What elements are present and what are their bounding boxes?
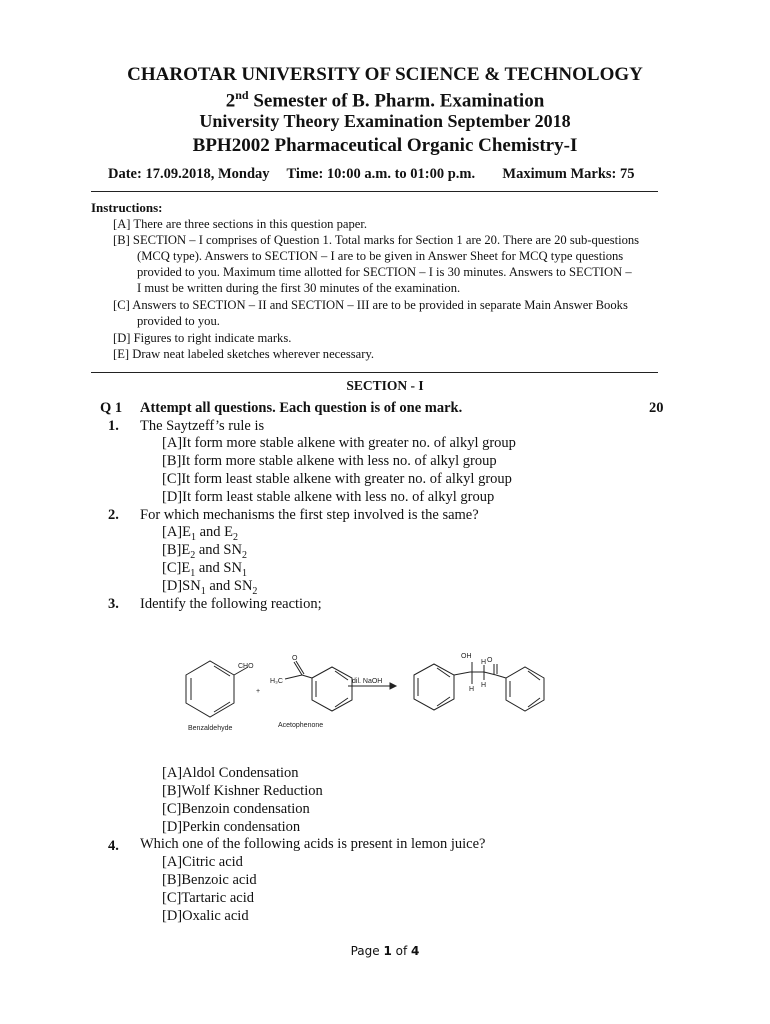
product-ring-left (414, 664, 454, 710)
exam-title: University Theory Examination September 2018 (199, 111, 571, 131)
question-group-marks: 20 (649, 400, 664, 416)
question-text: Which one of the following acids is present in lemon juice? (140, 836, 486, 852)
section-title: SECTION - I (346, 378, 424, 393)
option: [D]It form least stable alkene with less no. of alkyl group (162, 489, 495, 505)
instruction-d: [D] Figures to right indicate marks. (113, 331, 292, 345)
h-label-top: H (481, 659, 487, 666)
instructions-heading: Instructions: (91, 200, 163, 215)
question-text: Identify the following reaction; (140, 596, 322, 612)
option: [C]Benzoin condensation (162, 801, 310, 817)
question-number: 3. (108, 596, 119, 612)
carbonyl-o-label: O (292, 655, 298, 662)
option: [B]Wolf Kishner Reduction (162, 783, 323, 799)
benzaldehyde-label: Benzaldehyde (188, 725, 233, 732)
course-title: BPH2002 Pharmaceutical Organic Chemistry-I (192, 135, 578, 156)
product-ring-right (506, 667, 544, 711)
option: [B]Benzoic acid (162, 872, 257, 888)
option: $[D]SN_1$ and $SN_2$ (162, 578, 258, 597)
instruction-b-line2: (MCQ type). Answers to SECTION – I are to be given in Answer Sheet for MCQ type questions (137, 249, 624, 263)
option: [A]Aldol Condensation (162, 765, 299, 781)
exam-time: Time: 10:00 a.m. to 01:00 p.m. (286, 166, 476, 182)
option: $[B]E_2$ and $SN_2$ (162, 542, 247, 561)
h-label-bottom-1: H (469, 686, 475, 693)
reaction-diagram (170, 640, 560, 740)
instruction-e: [E] Draw neat labeled sketches wherever necessary. (113, 347, 375, 361)
plus-sign: + (256, 688, 261, 695)
h3c-label: H₃C (270, 678, 283, 685)
question-number: 4. (108, 838, 119, 854)
cho-label: CHO (238, 663, 254, 670)
instruction-b-line3: provided to you. Maximum time allotted for SECTION – I is 30 minutes. Answers to SECTION – (137, 265, 632, 279)
university-title: CHAROTAR UNIVERSITY OF SCIENCE & TECHNOLOGY (127, 64, 643, 85)
instruction-b-line4: I must be written during the first 30 minutes of the examination. (137, 281, 461, 295)
question-number: 1. (108, 418, 119, 434)
exam-date: Date: 17.09.2018, Monday (108, 166, 270, 182)
max-marks: Maximum Marks: 75 (502, 166, 635, 182)
question-text: The Saytzeff’s rule is (140, 418, 265, 434)
option: [A]Citric acid (162, 854, 243, 870)
question-group-label: Q 1 (100, 400, 123, 416)
instruction-a: [A] There are three sections in this question paper. (113, 217, 368, 231)
option: [B]It form more stable alkene with less no. of alkyl group (162, 453, 497, 469)
option: [C]Tartaric acid (162, 890, 254, 906)
acetophenone-label: Acetophenone (278, 722, 324, 729)
oh-label: OH (461, 653, 472, 660)
question-text: For which mechanisms the first step involved is the same? (140, 507, 479, 523)
divider-top (91, 191, 658, 192)
divider-bottom (91, 372, 658, 373)
option: $[A]E_1$ and $E_2$ (162, 524, 239, 543)
option: [C]It form least stable alkene with greater no. of alkyl group (162, 471, 512, 487)
question-group-text: Attempt all questions. Each question is of one mark. (140, 400, 463, 416)
product-o-label: O (487, 657, 493, 664)
option: [A]It form more stable alkene with greater no. of alkyl group (162, 435, 516, 451)
semester-title: 2nd Semester of B. Pharm. Examination (225, 88, 545, 112)
option: [D]Perkin condensation (162, 819, 301, 835)
option: $[C]E_1$ and $SN_1$ (162, 560, 247, 579)
exam-meta (108, 166, 634, 183)
instruction-b-line1: [B] SECTION – I comprises of Question 1. Total marks for Section 1 are 20. There are 20 sub-questions (113, 233, 640, 247)
acetophenone-ring (312, 667, 352, 711)
option: [D]Oxalic acid (162, 908, 249, 924)
question-number: 2. (108, 507, 119, 523)
instruction-c-line1: [C] Answers to SECTION – II and SECTION – III are to be provided in separate Main Answer Books (113, 298, 628, 312)
instruction-c-line2: provided to you. (137, 314, 220, 328)
reagent-label: dil. NaOH (352, 678, 383, 685)
page-footer: Page 1 of 4 (350, 944, 420, 958)
benzaldehyde-ring (186, 661, 234, 717)
h-label-bottom-2: H (481, 682, 487, 689)
